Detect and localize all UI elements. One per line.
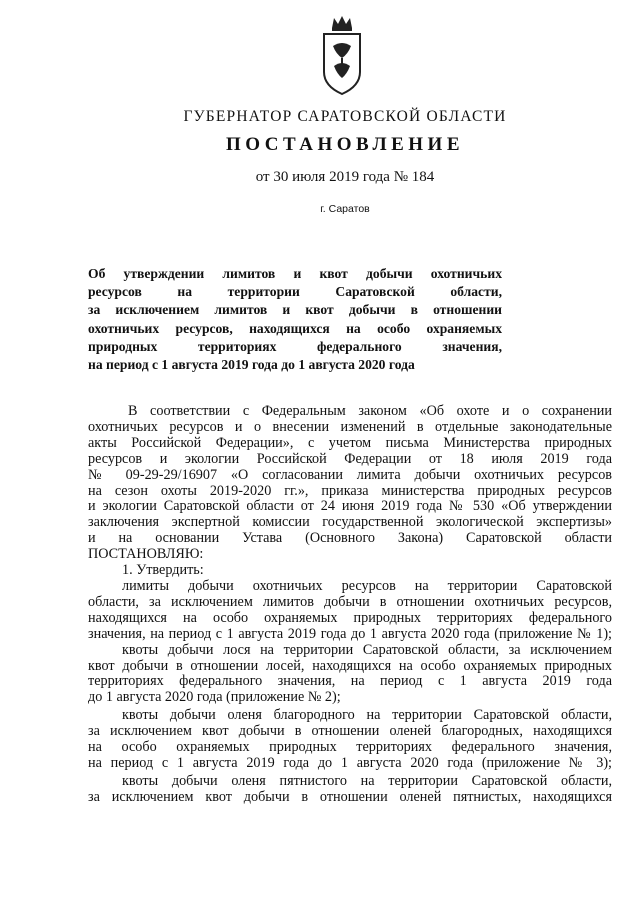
document-body: [88, 404, 612, 806]
body-line: за исключением квот добычи в отношении оленей благородных, находящихся: [88, 723, 612, 740]
issuer-heading: ГУБЕРНАТОР САРАТОВСКОЙ ОБЛАСТИ: [183, 108, 507, 125]
body-line: территориях федерального значения, на период с 1 августа 2019 года: [88, 673, 612, 690]
coat-of-arms-icon: [318, 14, 366, 98]
title-line: на период с 1 августа 2019 года до 1 августа 2020 года: [88, 357, 415, 373]
title-line: за исключением лимитов и квот добычи в отношении: [88, 302, 502, 318]
document-city: г. Саратов: [320, 203, 370, 215]
body-line: на сезон охоты 2019-2020 гг.», приказа министерства природных ресурсов: [88, 482, 612, 499]
title-line: Об утверждении лимитов и квот добычи охотничьих: [88, 266, 502, 281]
body-line: № 09-29-29/16907 «О согласовании лимита добычи охотничьих ресурсов: [88, 466, 612, 483]
body-line: ПОСТАНОВЛЯЮ:: [88, 546, 204, 563]
document-type-heading: ПОСТАНОВЛЕНИЕ: [225, 134, 465, 155]
body-line: заключения экспертной комиссии государственной экологической экспертизы»: [88, 514, 612, 531]
body-line: области, за исключением лимитов добычи в отношении охотничьих ресурсов,: [88, 593, 612, 610]
body-line: 1. Утвердить:: [122, 562, 204, 579]
body-line: на период с 1 августа 2019 года до 1 августа 2020 года (приложение № 3);: [88, 754, 612, 771]
body-line: охотничьих ресурсов и о внесении изменений в отдельные законодательные: [88, 418, 612, 435]
body-line: лимиты добычи охотничьих ресурсов на территории Саратовской: [122, 577, 612, 594]
title-line: ресурсов на территории Саратовской области,: [88, 284, 502, 300]
title-line: охотничьих ресурсов, находящихся на особо охраняемых: [88, 320, 502, 336]
body-line: и на основании Устава (Основного Закона) Саратовской области: [88, 530, 612, 547]
body-line: и экологии Саратовской области от 24 июня 2019 года № 530 «Об утверждении: [88, 498, 612, 515]
body-line: квоты добычи оленя пятнистого на территории Саратовской области,: [122, 772, 612, 789]
body-line: квот добычи в отношении лосей, находящихся на особо охраняемых природных: [88, 657, 612, 674]
document-date: от 30 июля 2019 года № 184: [255, 169, 435, 185]
body-line: акты Российской Федерации», с учетом письма Министерства природных: [88, 434, 612, 451]
body-line: квоты добычи оленя благородного на территории Саратовской области,: [122, 707, 612, 724]
document-title: [88, 265, 502, 374]
body-line: до 1 августа 2020 года (приложение № 2);: [88, 689, 341, 706]
body-line: за исключением квот добычи в отношении оленей пятнистых, находящихся: [88, 788, 612, 805]
body-line: В соответствии с Федеральным законом «Об охоте и о сохранении: [128, 403, 612, 419]
title-line: природных территориях федерального значения,: [88, 338, 502, 354]
body-line: ресурсов и экологии Российской Федерации от 18 июля 2019 года: [88, 450, 612, 467]
body-line: значения, на период с 1 августа 2019 года до 1 августа 2020 года (приложение № 1);: [88, 625, 612, 642]
body-line: квоты добычи лося на территории Саратовской области, за исключением: [122, 641, 612, 658]
body-line: находящихся на особо охраняемых природных территориях федерального: [88, 609, 612, 626]
body-line: на особо охраняемых природных территориях федерального значения,: [88, 739, 612, 756]
